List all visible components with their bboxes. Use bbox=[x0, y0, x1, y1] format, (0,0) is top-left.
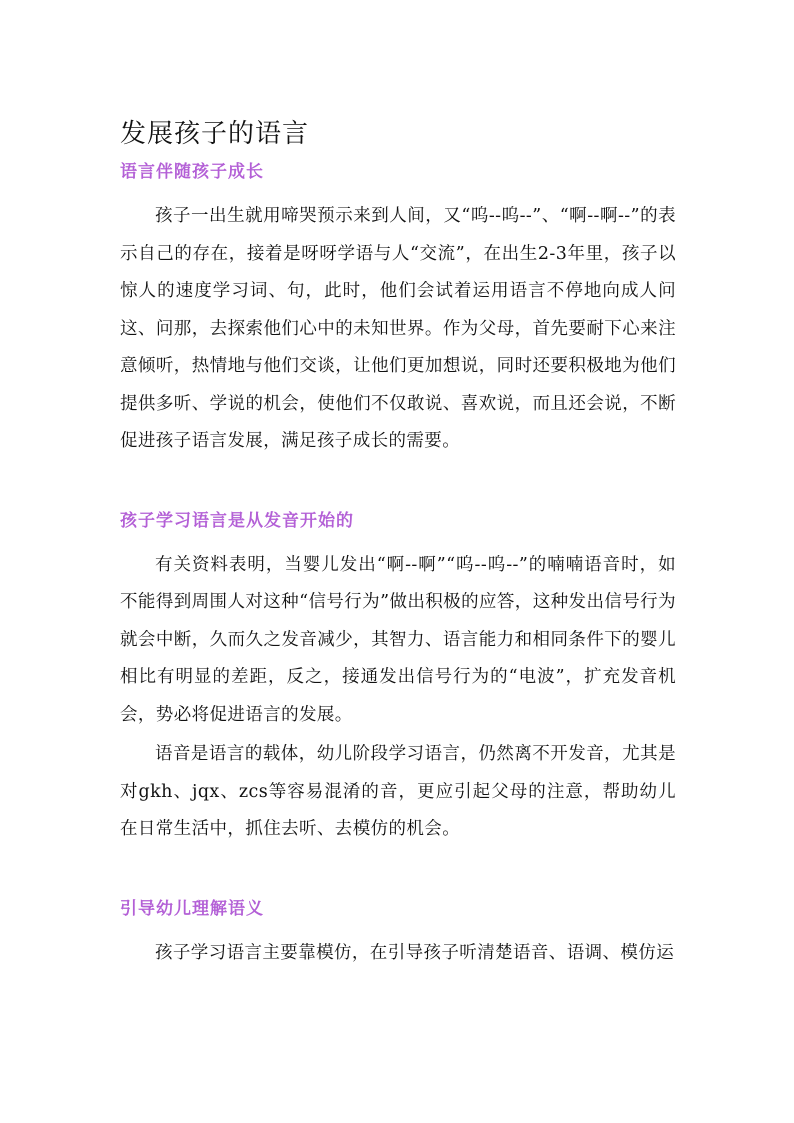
section-heading: 引导幼儿理解语义 bbox=[120, 898, 264, 919]
paragraph: 语音是语言的载体，幼儿阶段学习语言，仍然离不开发音，尤其是对gkh、jqx、zcs等容易混淆的音，更应引起父母的注意，帮助幼儿在日常生活中，抓住去听、去模仿的机会。 bbox=[120, 744, 676, 839]
section-semantics bbox=[120, 895, 676, 973]
section-language-growth bbox=[120, 158, 676, 461]
document-content bbox=[120, 112, 676, 972]
section-heading: 孩子学习语言是从发音开始的 bbox=[120, 510, 354, 531]
paragraph: 孩子一出生就用啼哭预示来到人间，又“呜--呜--”、“啊--啊--”的表示自己的存在，接着是呀呀学语与人“交流”，在出生2-3年里，孩子以惊人的速度学习词、句，此时，他们会试着运用语言不停地向成人问这、问那，去探索他们心中的未知世界。作为父母，首先要耐下心来注意倾听，热情地与他们交谈，让他们更加想说，同时还要积极地为他们提供多听、学说的机会，使他们不仅敢说、喜欢说，而且还会说，不断促进孩子语言发展，满足孩子成长的需要。 bbox=[120, 206, 676, 451]
paragraph: 有关资料表明，当婴儿发出“啊--啊”“呜--呜--”的喃喃语音时，如不能得到周围人对这种“信号行为”做出积极的应答，这种发出信号行为就会中断，久而久之发音减少，其智力、语言能力和相同条件下的婴儿相比有明显的差距，反之，接通发出信号行为的“电波”，扩充发音机会，势必将促进语言的发展。 bbox=[120, 554, 676, 725]
section-pronunciation bbox=[120, 507, 676, 849]
section-heading: 语言伴随孩子成长 bbox=[120, 162, 264, 182]
document-title: 发展孩子的语言 bbox=[120, 119, 310, 149]
paragraph: 孩子学习语言主要靠模仿，在引导孩子听清楚语音、语调、模仿运 bbox=[155, 942, 675, 963]
